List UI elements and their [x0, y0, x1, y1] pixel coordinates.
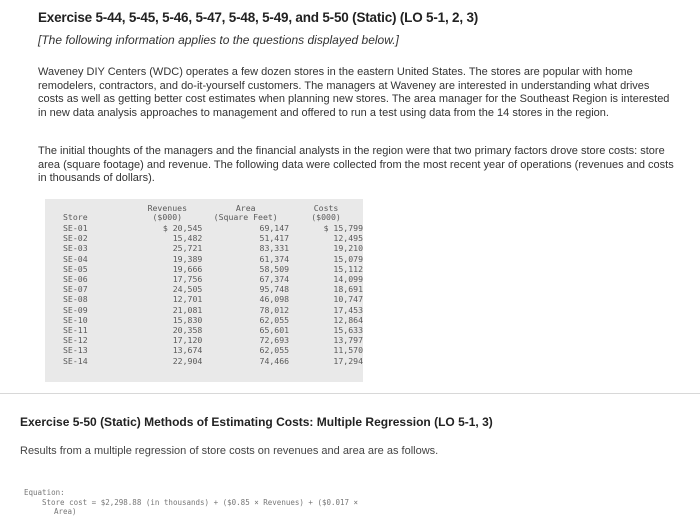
store-data-table — [45, 199, 363, 366]
cell-area: 58,509 — [259, 263, 290, 274]
cell-area: 95,748 — [259, 284, 290, 295]
store-data-panel — [45, 199, 363, 382]
header-revenues: Revenues ($000) — [147, 202, 187, 223]
table-row — [45, 335, 363, 345]
cell-store: SE-12 — [63, 335, 88, 346]
cell-costs: 10,747 — [333, 294, 363, 305]
table-row — [45, 223, 363, 233]
cell-store: SE-03 — [63, 243, 88, 254]
cell-revenues: 17,756 — [172, 274, 203, 285]
cell-revenues: 22,904 — [172, 355, 203, 366]
cell-revenues: 19,666 — [172, 263, 203, 274]
cell-area: 67,374 — [259, 274, 290, 285]
cell-costs: 13,797 — [333, 335, 363, 346]
results-text: Results from a multiple regression of store costs on revenues and area are as follows. — [20, 445, 439, 457]
cell-revenues: 21,081 — [172, 304, 203, 315]
table-row — [45, 243, 363, 253]
equation-line2: Area) — [54, 507, 77, 516]
cell-area: 62,055 — [259, 345, 290, 356]
table-row — [45, 315, 363, 325]
cell-store: SE-06 — [63, 274, 88, 285]
cell-store: SE-05 — [63, 263, 88, 274]
equation-box — [24, 488, 684, 527]
cell-revenues: 15,482 — [172, 233, 203, 244]
cell-area: 69,147 — [259, 223, 290, 233]
table-row — [45, 274, 363, 284]
table-row — [45, 356, 363, 366]
cell-costs: 15,633 — [333, 325, 363, 336]
cell-store: SE-11 — [63, 325, 88, 336]
cell-area: 74,466 — [259, 355, 290, 366]
cell-store: SE-04 — [63, 253, 88, 264]
cell-costs: 15,112 — [333, 263, 363, 274]
equation-label: Equation: — [24, 488, 65, 497]
header-costs: Costs ($000) — [311, 202, 341, 223]
cell-area: 72,693 — [259, 335, 290, 346]
cell-revenues: 25,721 — [172, 243, 203, 254]
table-row — [45, 254, 363, 264]
cell-store: SE-09 — [63, 304, 88, 315]
header-area: Area (Square Feet) — [213, 202, 278, 223]
cell-revenues: 20,358 — [172, 325, 203, 336]
table-row — [45, 233, 363, 243]
cell-revenues: 24,505 — [172, 284, 203, 295]
cell-costs: 17,294 — [333, 355, 363, 366]
cell-store: SE-01 — [63, 223, 88, 233]
cell-area: 61,374 — [259, 253, 290, 264]
table-row — [45, 294, 363, 304]
header-store: Store — [63, 212, 88, 223]
cell-area: 83,331 — [259, 243, 290, 254]
equation-line1: Store cost = $2,298.88 (in thousands) + ($0.85 × Revenues) + ($0.017 × — [42, 497, 359, 507]
exercise-title: Exercise 5-44, 5-45, 5-46, 5-47, 5-48, 5-49, and 5-50 (Static) (LO 5-1, 2, 3) — [38, 10, 479, 25]
exercise-subtitle: [The following information applies to the questions displayed below.] — [38, 33, 399, 47]
cell-store: SE-07 — [63, 284, 88, 295]
cell-costs: 11,570 — [333, 345, 363, 356]
cell-store: SE-08 — [63, 294, 88, 305]
cell-costs: 17,453 — [333, 304, 363, 315]
section-title: Exercise 5-50 (Static) Methods of Estimating Costs: Multiple Regression (LO 5-1, 3) — [20, 415, 493, 429]
cell-revenues: 15,830 — [172, 314, 203, 325]
cell-revenues: $ 20,545 — [162, 223, 203, 233]
cell-revenues: 19,389 — [172, 253, 203, 264]
cell-revenues: 12,701 — [172, 294, 203, 305]
cell-costs: 14,099 — [333, 274, 363, 285]
cell-area: 51,417 — [259, 233, 290, 244]
cell-costs: 12,864 — [333, 314, 363, 325]
cell-costs: 19,210 — [333, 243, 363, 254]
cell-area: 65,601 — [259, 325, 290, 336]
table-row — [45, 284, 363, 294]
cell-store: SE-10 — [63, 314, 88, 325]
cell-area: 62,055 — [259, 314, 290, 325]
intro-paragraph: Waveney DIY Centers (WDC) operates a few dozen stores in the eastern United States. The stores are popular with home remodelers, contractors, and do-it-yourself customers. The managers at Waveney are interested in understanding what drives costs as well as getting better cost estimates when planning new stores. The area manager for the Southeast Region is interested in new data analysis approaches to management and offered to run a test using data from the 14 stores in the region. — [38, 66, 670, 119]
cell-costs: $ 15,799 — [323, 223, 363, 233]
section-divider — [0, 393, 700, 394]
table-row — [45, 305, 363, 315]
cell-store: SE-14 — [63, 355, 88, 366]
table-row — [45, 345, 363, 355]
table-row — [45, 264, 363, 274]
table-row — [45, 325, 363, 335]
cell-revenues: 17,120 — [172, 335, 203, 346]
cell-store: SE-13 — [63, 345, 88, 356]
cell-area: 78,012 — [259, 304, 290, 315]
data-description-paragraph: The initial thoughts of the managers and the financial analysts in the region were that two primary factors drove store costs: store area (square footage) and revenue. The following data were collected from the most recent year of operations (revenues and costs in thousands of dollars). — [38, 145, 674, 185]
cell-costs: 18,691 — [333, 284, 363, 295]
cell-area: 46,098 — [259, 294, 290, 305]
cell-revenues: 13,674 — [172, 345, 203, 356]
cell-store: SE-02 — [63, 233, 88, 244]
table-header-row — [45, 199, 363, 223]
cell-costs: 15,079 — [333, 253, 363, 264]
cell-costs: 12,495 — [333, 233, 363, 244]
